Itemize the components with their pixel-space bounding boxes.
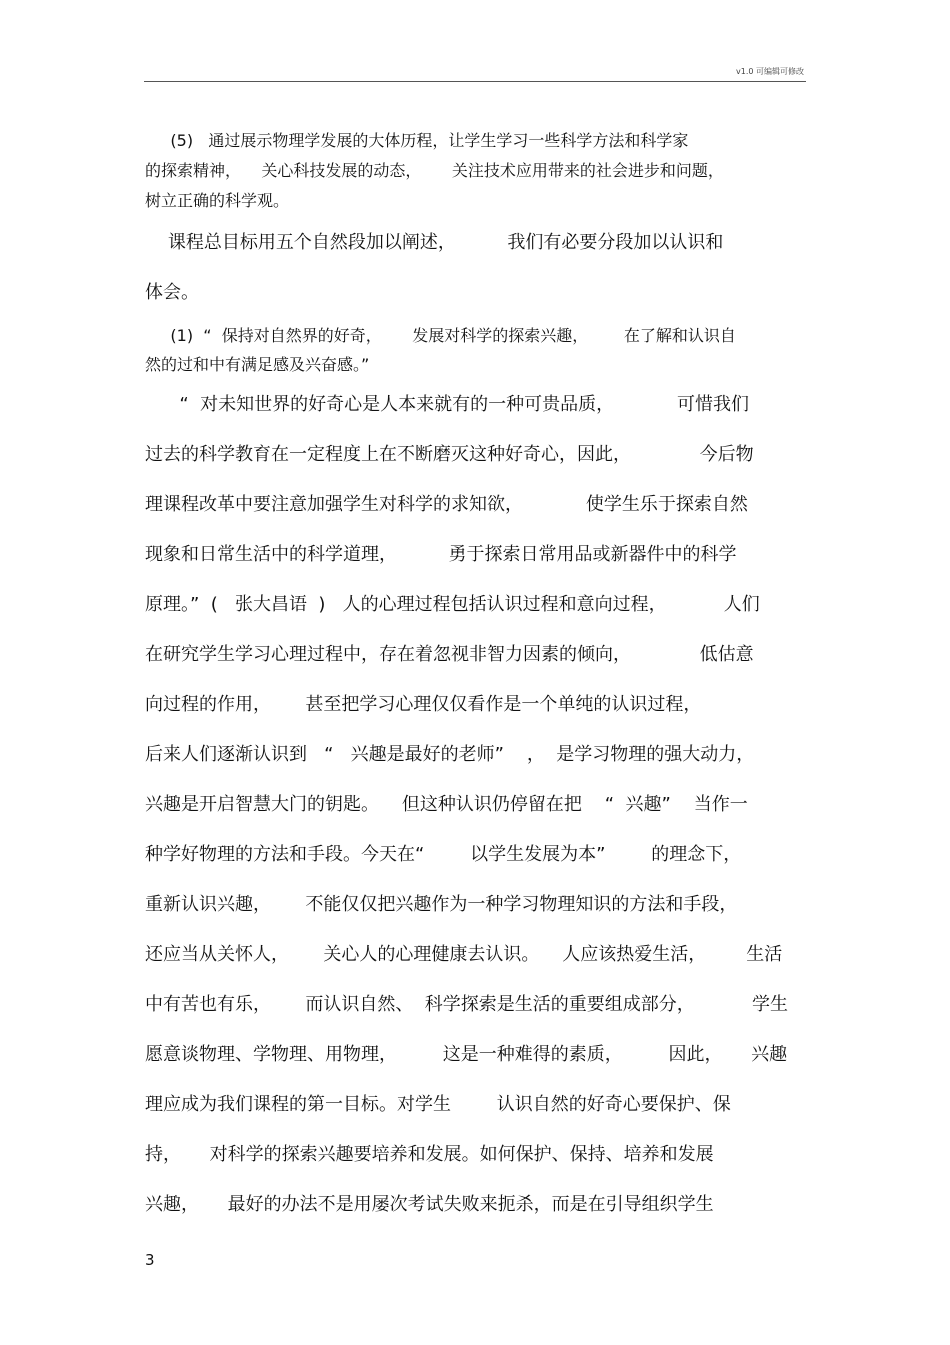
text-line: 理应成为我们课程的第一目标。对学生 认识自然的好奇心要保护、保 — [145, 1094, 731, 1115]
text-line: 重新认识兴趣， 不能仅仅把兴趣作为一种学习物理知识的方法和手段， — [145, 894, 738, 915]
text-line: “ 对未知世界的好奇心是人本来就有的一种可贵品质， 可惜我们 — [145, 394, 750, 415]
text-line: 持， 对科学的探索兴趣要培养和发展。如何保护、保持、培养和发展 — [145, 1144, 714, 1165]
text-line: 后来人们逐渐认识到 “ 兴趣是最好的老师” ， 是学习物理的强大动力， — [145, 744, 755, 765]
text-line: 现象和日常生活中的科学道理， 勇于探索日常用品或新器件中的科学 — [145, 544, 737, 565]
page-number: 3 — [145, 1251, 155, 1269]
text-line: 的探索精神， 关心科技发展的动态， 关注技术应用带来的社会进步和问题， — [145, 161, 724, 180]
text-line: 向过程的作用， 甚至把学习心理仅仅看作是一个单纯的认识过程， — [145, 694, 702, 715]
header-divider — [144, 81, 806, 82]
text-line: 原理。” ( 张大昌语 ) 人的心理过程包括认识过程和意向过程， 人们 — [145, 594, 760, 615]
text-line: 愿意谈物理、学物理、用物理， 这是一种难得的素质， 因此， 兴趣 — [145, 1044, 788, 1065]
text-line: 还应当从关怀人， 关心人的心理健康去认识。 人应该热爱生活， 生活 — [145, 944, 783, 965]
text-line: 在研究学生学习心理过程中，存在着忽视非智力因素的倾向， 低估意 — [145, 644, 754, 665]
text-line: 中有苦也有乐， 而认识自然、 科学探索是生活的重要组成部分， 学生 — [145, 994, 788, 1015]
text-line: 课程总目标用五个自然段加以阐述， 我们有必要分段加以认识和 — [145, 232, 724, 253]
text-line: 种学好物理的方法和手段。今天在“ 以学生发展为本” 的理念下， — [145, 844, 742, 865]
text-line: (5) 通过展示物理学发展的大体历程，让学生学习一些科学方法和科学家 — [145, 131, 689, 150]
text-line: (1) “ 保持对自然界的好奇， 发展对科学的探索兴趣， 在了解和认识自 — [145, 326, 736, 345]
text-line: 理课程改革中要注意加强学生对科学的求知欲， 使学生乐于探索自然 — [145, 494, 748, 515]
text-line: 过去的科学教育在一定程度上在不断磨灭这种好奇心，因此， 今后物 — [145, 444, 754, 465]
text-line: 然的过和中有满足感及兴奋感。” — [145, 355, 370, 374]
text-line: 树立正确的科学观。 — [145, 191, 290, 210]
header-version-text: v1.0 可编辑可修改 — [736, 67, 804, 76]
text-line: 兴趣是开启智慧大门的钥匙。 但这种认识仍停留在把 “ 兴趣” 当作一 — [145, 794, 748, 815]
text-line: 体会。 — [145, 282, 199, 303]
text-line: 兴趣， 最好的办法不是用屡次考试失败来扼杀，而是在引导组织学生 — [145, 1194, 714, 1215]
